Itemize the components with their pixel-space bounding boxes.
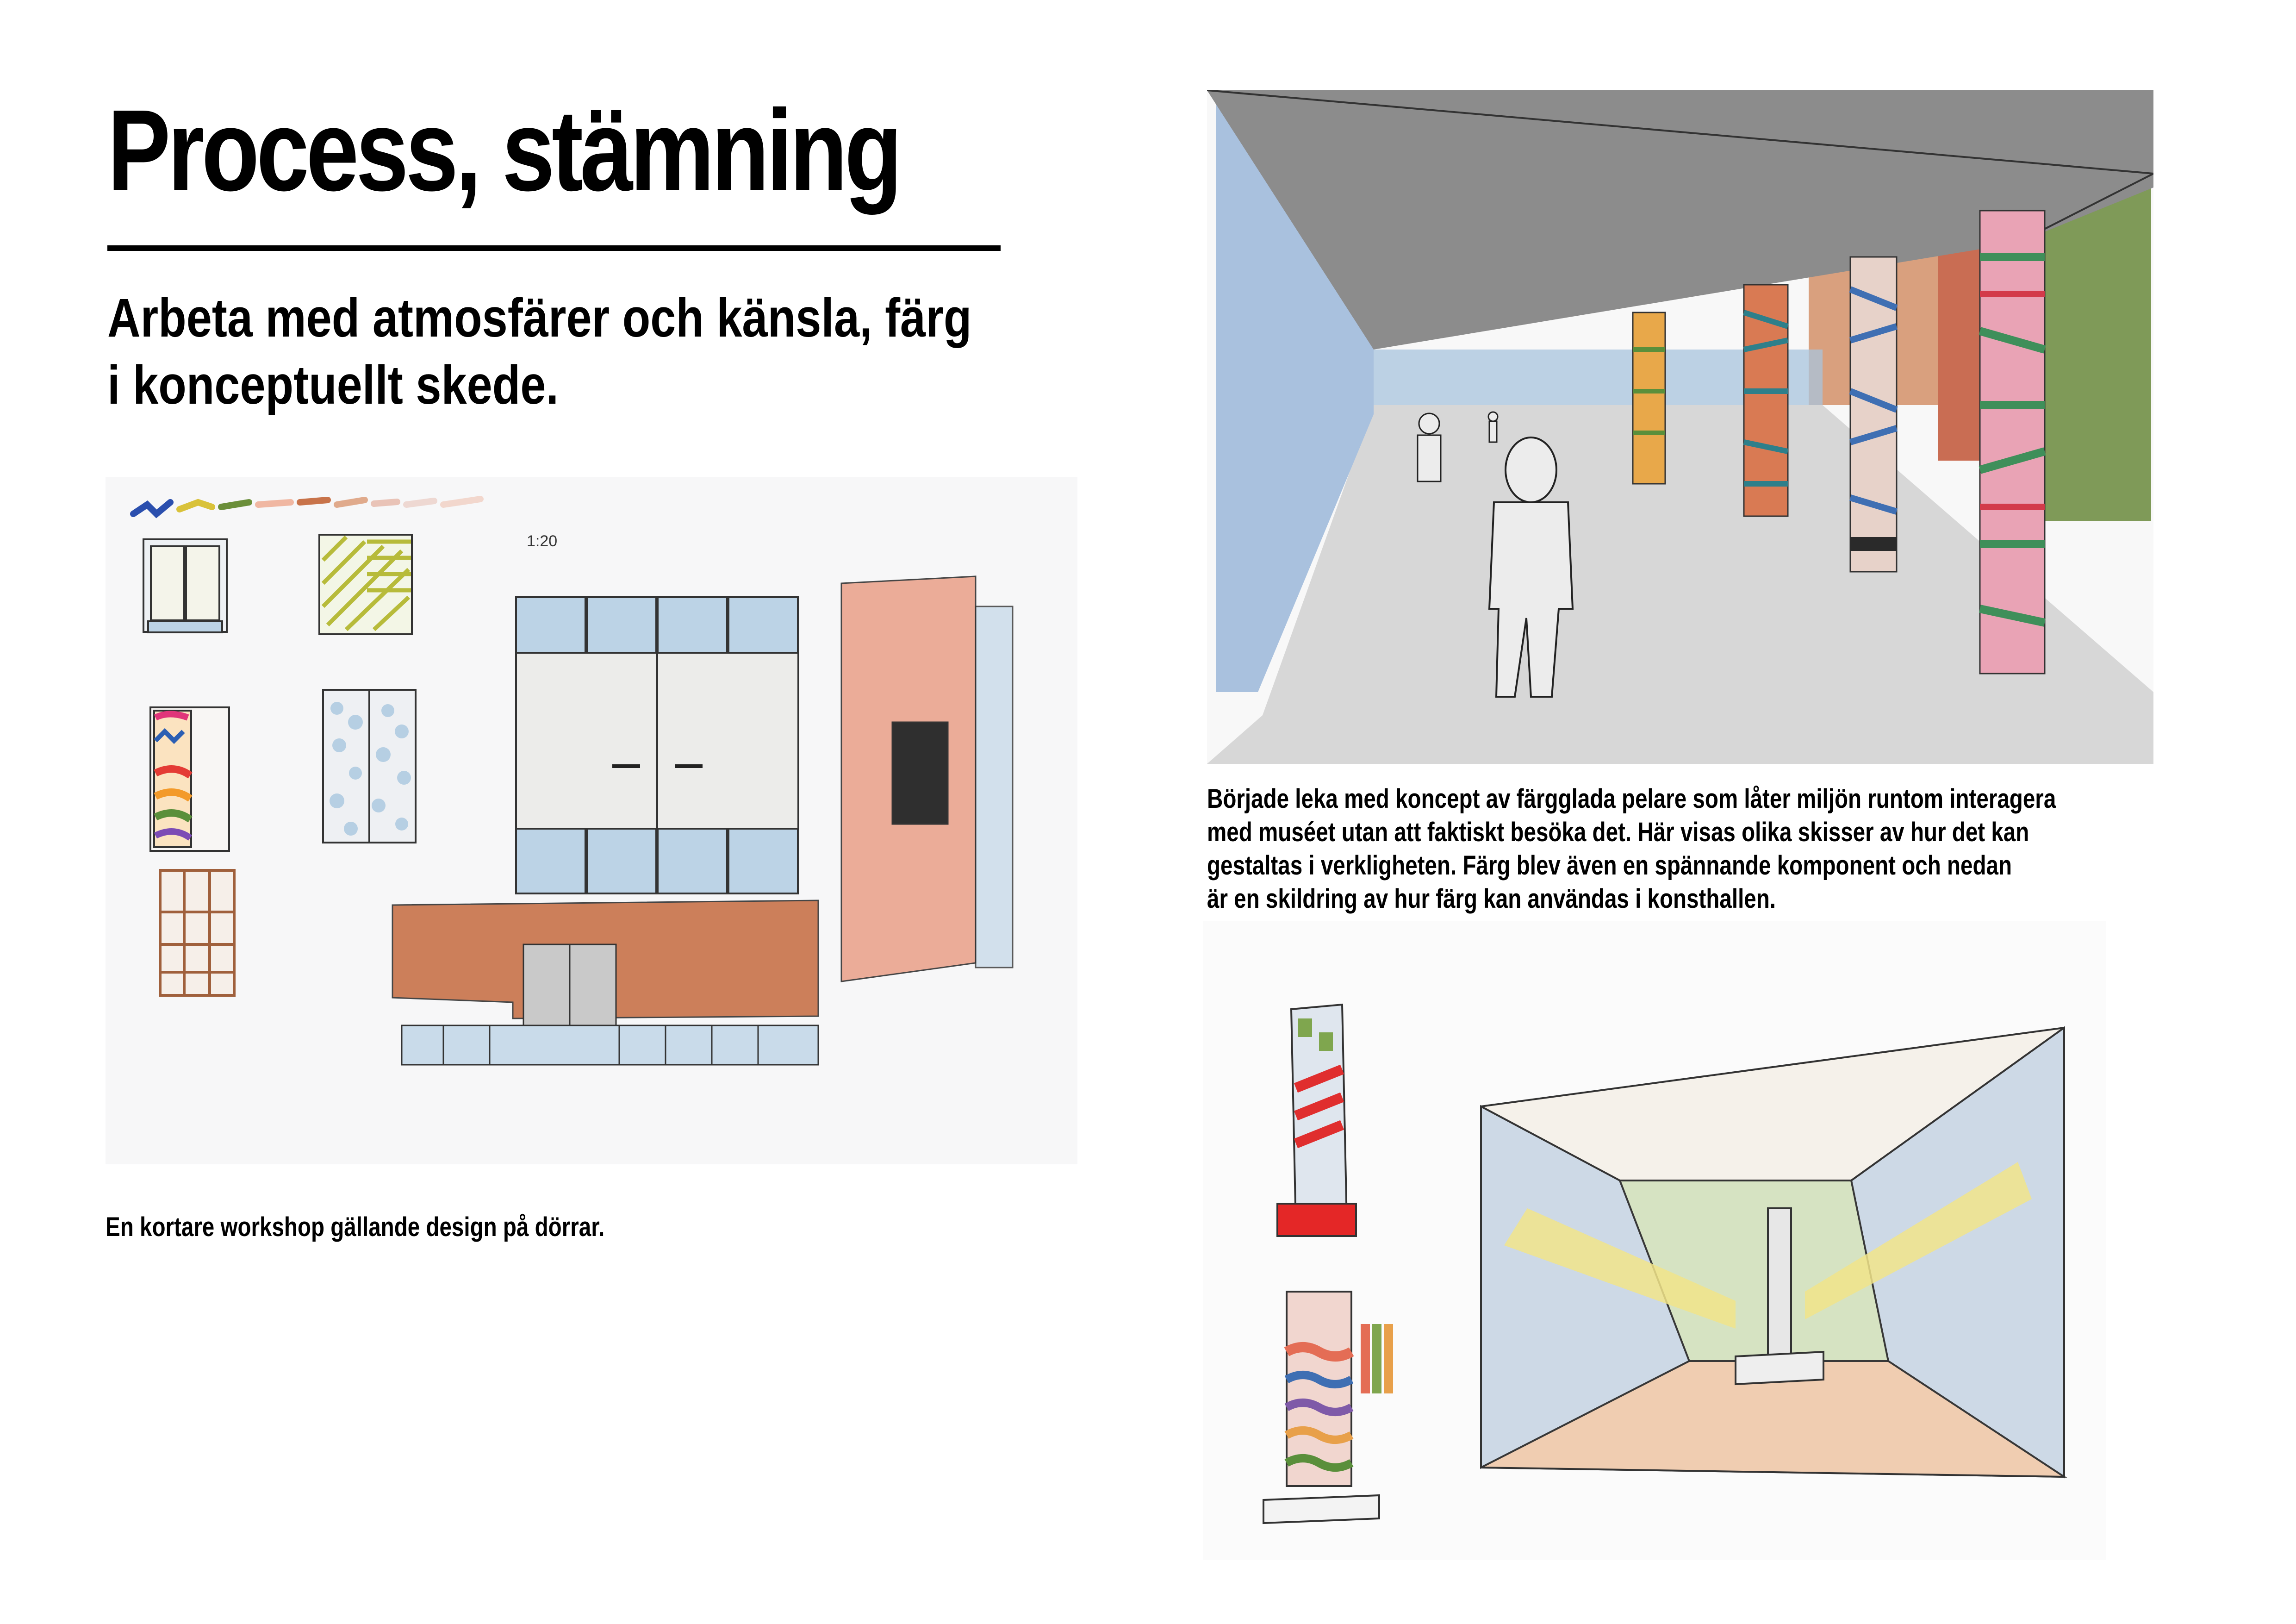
elevation-facade (392, 900, 818, 1065)
page-subtitle (107, 285, 971, 419)
pillars-caption-line-4: är en skildring av hur färg kan användas i konsthallen. (1207, 884, 1776, 914)
subtitle-line-1: Arbeta med atmosfärer och känsla, färg (107, 287, 972, 349)
pillars-caption (1207, 782, 2056, 916)
door-study-dots (323, 690, 416, 843)
elevation-doors (516, 597, 798, 893)
pillar-corridor-sketch (1207, 90, 2153, 764)
pillar-3 (1850, 257, 1897, 572)
corridor-illustration (1207, 90, 2153, 764)
door-sketch-illustration (106, 477, 1077, 1164)
elevation-salmon-wall (841, 576, 1013, 981)
door-study-grid (160, 870, 234, 995)
pillars-caption-line-1: Började leka med koncept av färgglada pelare som låter miljön runtom interagera (1207, 784, 2056, 814)
hall-room (1481, 1028, 2064, 1477)
pillars-caption-line-3: gestaltas i verkligheten. Färg blev även en spännande komponent och nedan (1207, 850, 2012, 881)
door-study-colourful (150, 707, 229, 851)
door-study-pale (143, 539, 227, 632)
pillar-4 (1980, 211, 2045, 674)
workshop-caption: En kortare workshop gällande design på dörrar. (106, 1212, 605, 1242)
subtitle-line-2: i konceptuellt skede. (107, 355, 559, 416)
hall-illustration (1203, 921, 2106, 1560)
door-workshop-sketch (106, 477, 1077, 1164)
colour-hall-sketch (1203, 921, 2106, 1560)
page-title: Process, stämning (107, 86, 900, 215)
door-study-stripes (319, 535, 412, 634)
pillars-caption-line-2: med muséet utan att faktiskt besöka det. Här visas olika skisser av hur det kan (1207, 817, 2029, 847)
pillar-2 (1744, 285, 1788, 516)
scale-note: 1:20 (527, 532, 558, 550)
title-divider (107, 245, 1001, 251)
pillar-1 (1633, 312, 1665, 484)
